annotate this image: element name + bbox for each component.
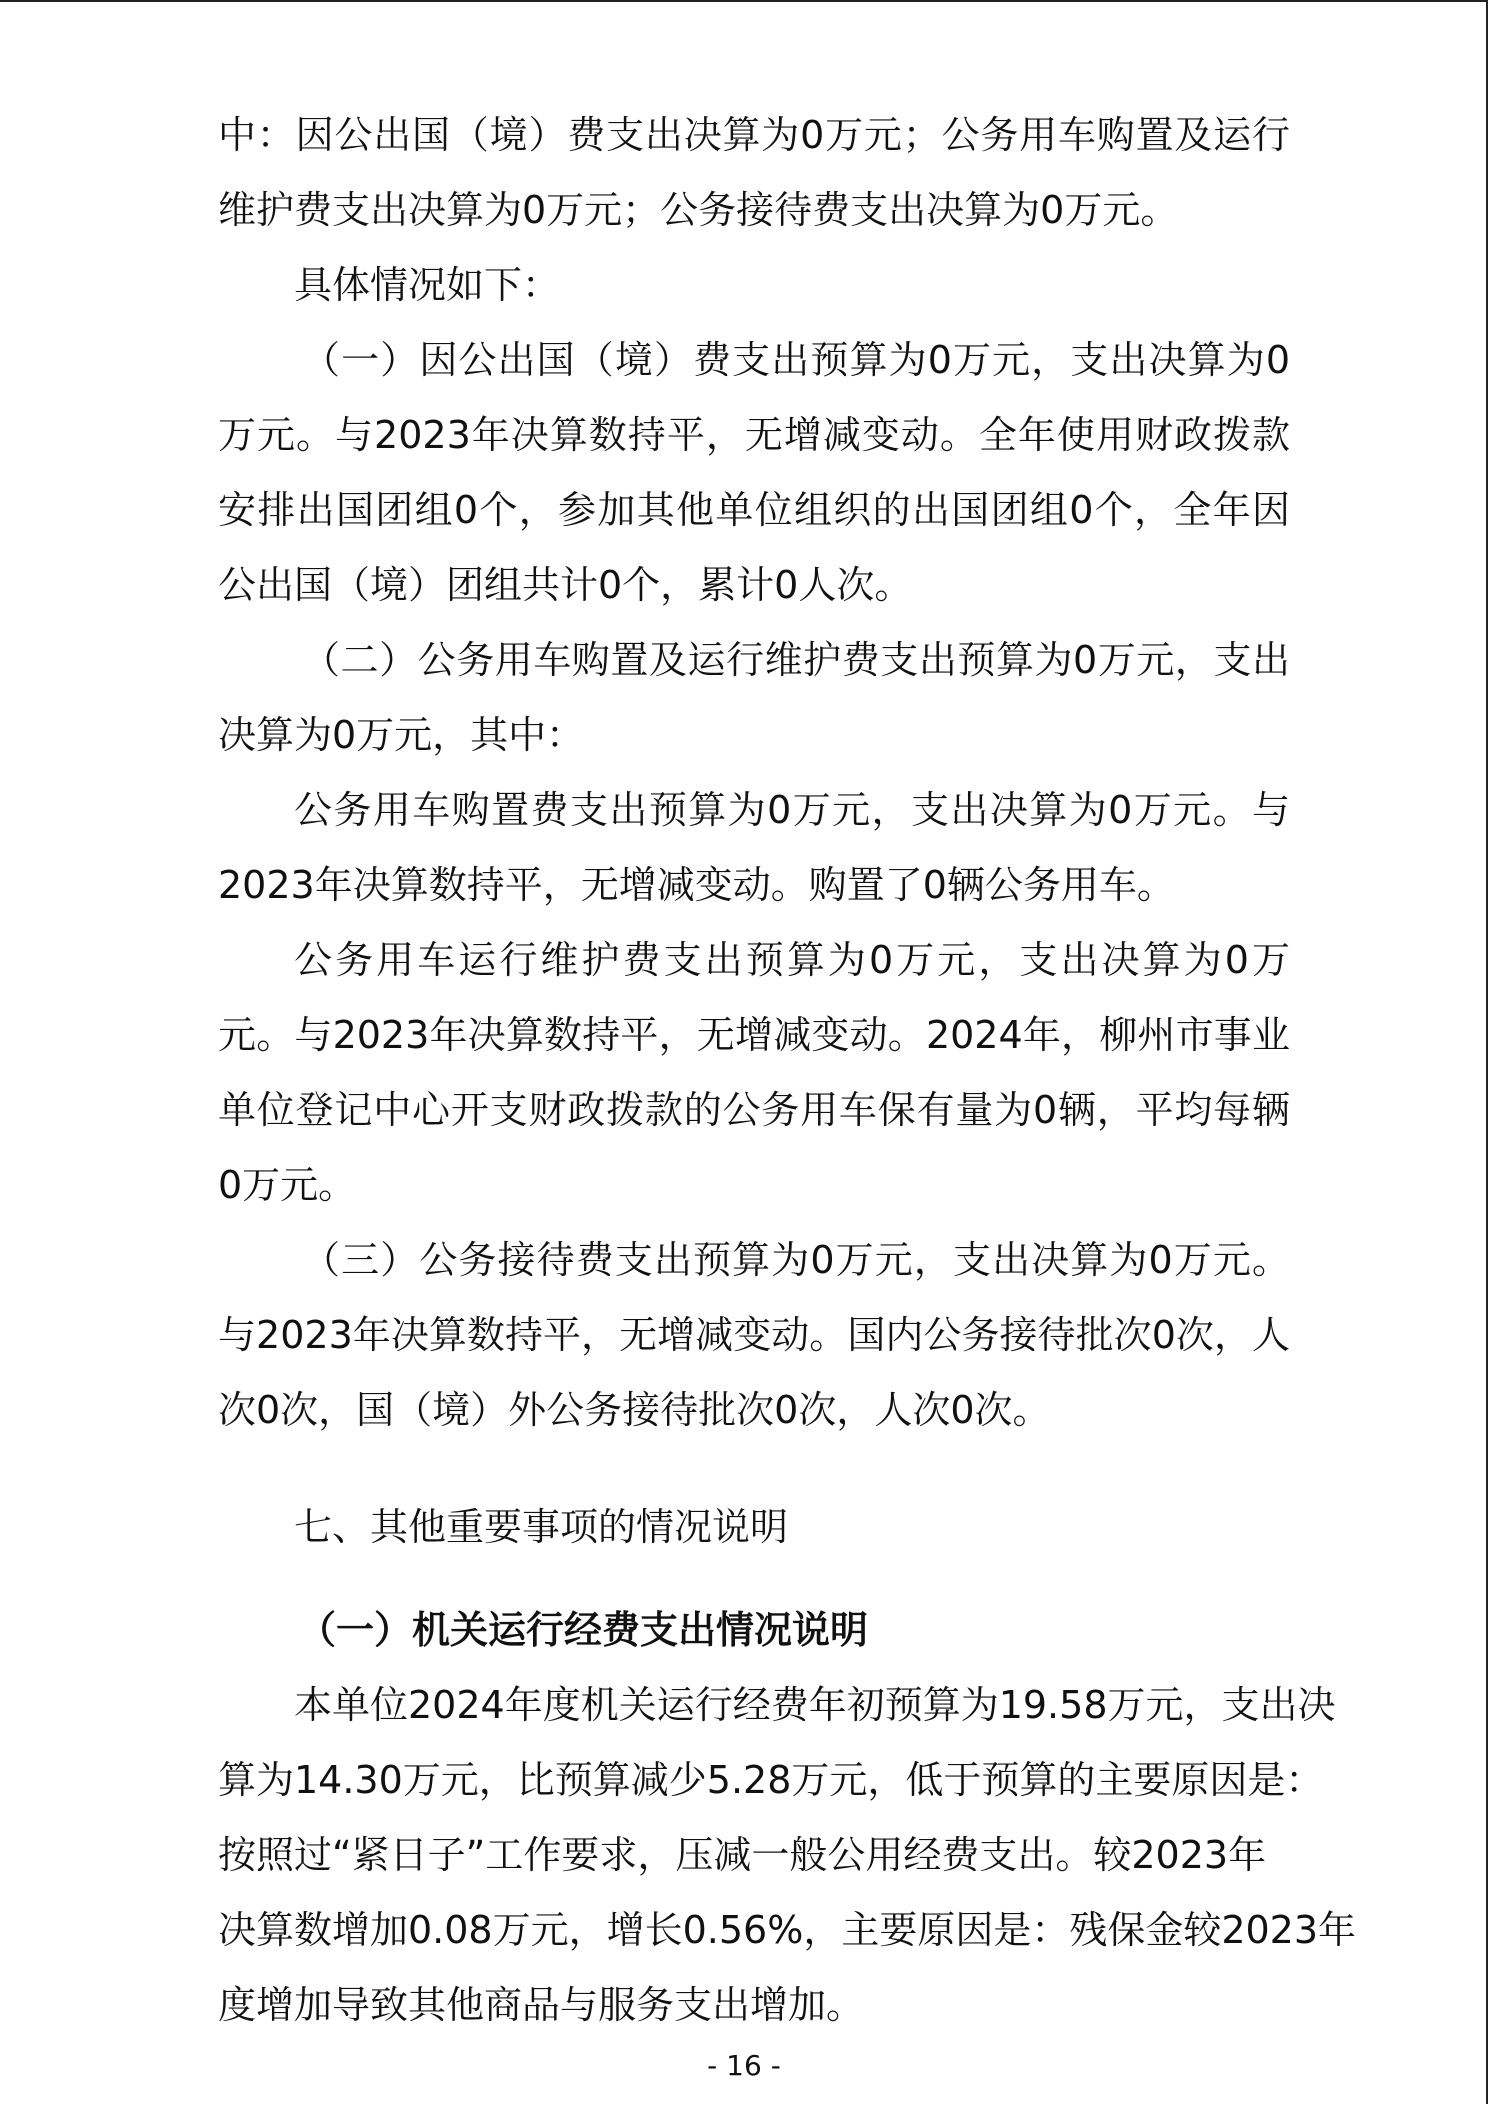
- operating-expense-paragraph: [218, 1668, 1357, 2043]
- section-heading: 七、其他重要事项的情况说明: [294, 1505, 789, 1549]
- body-line: 本单位2024年度机关运行经费年初预算为19.58万元，支出决: [294, 1683, 1336, 1727]
- body-line: 算为14.30万元，比预算减少5.28万元，低于预算的主要原因是：: [218, 1758, 1324, 1802]
- paragraph-reception: （三）公务接待费支出预算为0万元，支出决算为0万元。与2023年决算数持平，无增减变动。国内公务接待批次0次，人次0次，国（境）外公务接待批次0次，人次0次。: [218, 1238, 1290, 1432]
- body-line: 度增加导致其他商品与服务支出增加。: [218, 1983, 865, 2027]
- page-number: - 16 -: [707, 2049, 781, 2082]
- paragraph-vehicle-total: （二）公务用车购置及运行维护费支出预算为0万元，支出决算为0万元，其中：: [218, 638, 1290, 757]
- body-line: 决算数增加0.08万元，增长0.56%，主要原因是：残保金较2023年: [218, 1908, 1357, 1952]
- paragraph-vehicle-maintenance: 公务用车运行维护费支出预算为0万元，支出决算为0万元。与2023年决算数持平，无增减变动。2024年，柳州市事业单位登记中心开支财政拨款的公务用车保有量为0辆，平均每辆0万元。: [218, 938, 1290, 1207]
- document-body: [218, 98, 1357, 2043]
- paragraph-details-intro: 具体情况如下：: [294, 263, 561, 307]
- paragraph-continuation: 中：因公出国（境）费支出决算为0万元；公务用车购置及运行维护费支出决算为0万元；公务接待费支出决算为0万元。: [218, 113, 1290, 232]
- subsection-heading: （一）机关运行经费支出情况说明: [298, 1608, 869, 1652]
- body-line: 按照过“紧日子”工作要求，压减一般公用经费支出。较2023年: [218, 1833, 1267, 1877]
- paragraph-overseas-travel: （一）因公出国（境）费支出预算为0万元，支出决算为0万元。与2023年决算数持平，无增减变动。全年使用财政拨款安排出国团组0个，参加其他单位组织的出国团组0个，全年因公出国（境）团组共计0个，累计0人次。: [218, 338, 1290, 607]
- paragraph-vehicle-purchase: 公务用车购置费支出预算为0万元，支出决算为0万元。与2023年决算数持平，无增减变动。购置了0辆公务用车。: [218, 788, 1290, 907]
